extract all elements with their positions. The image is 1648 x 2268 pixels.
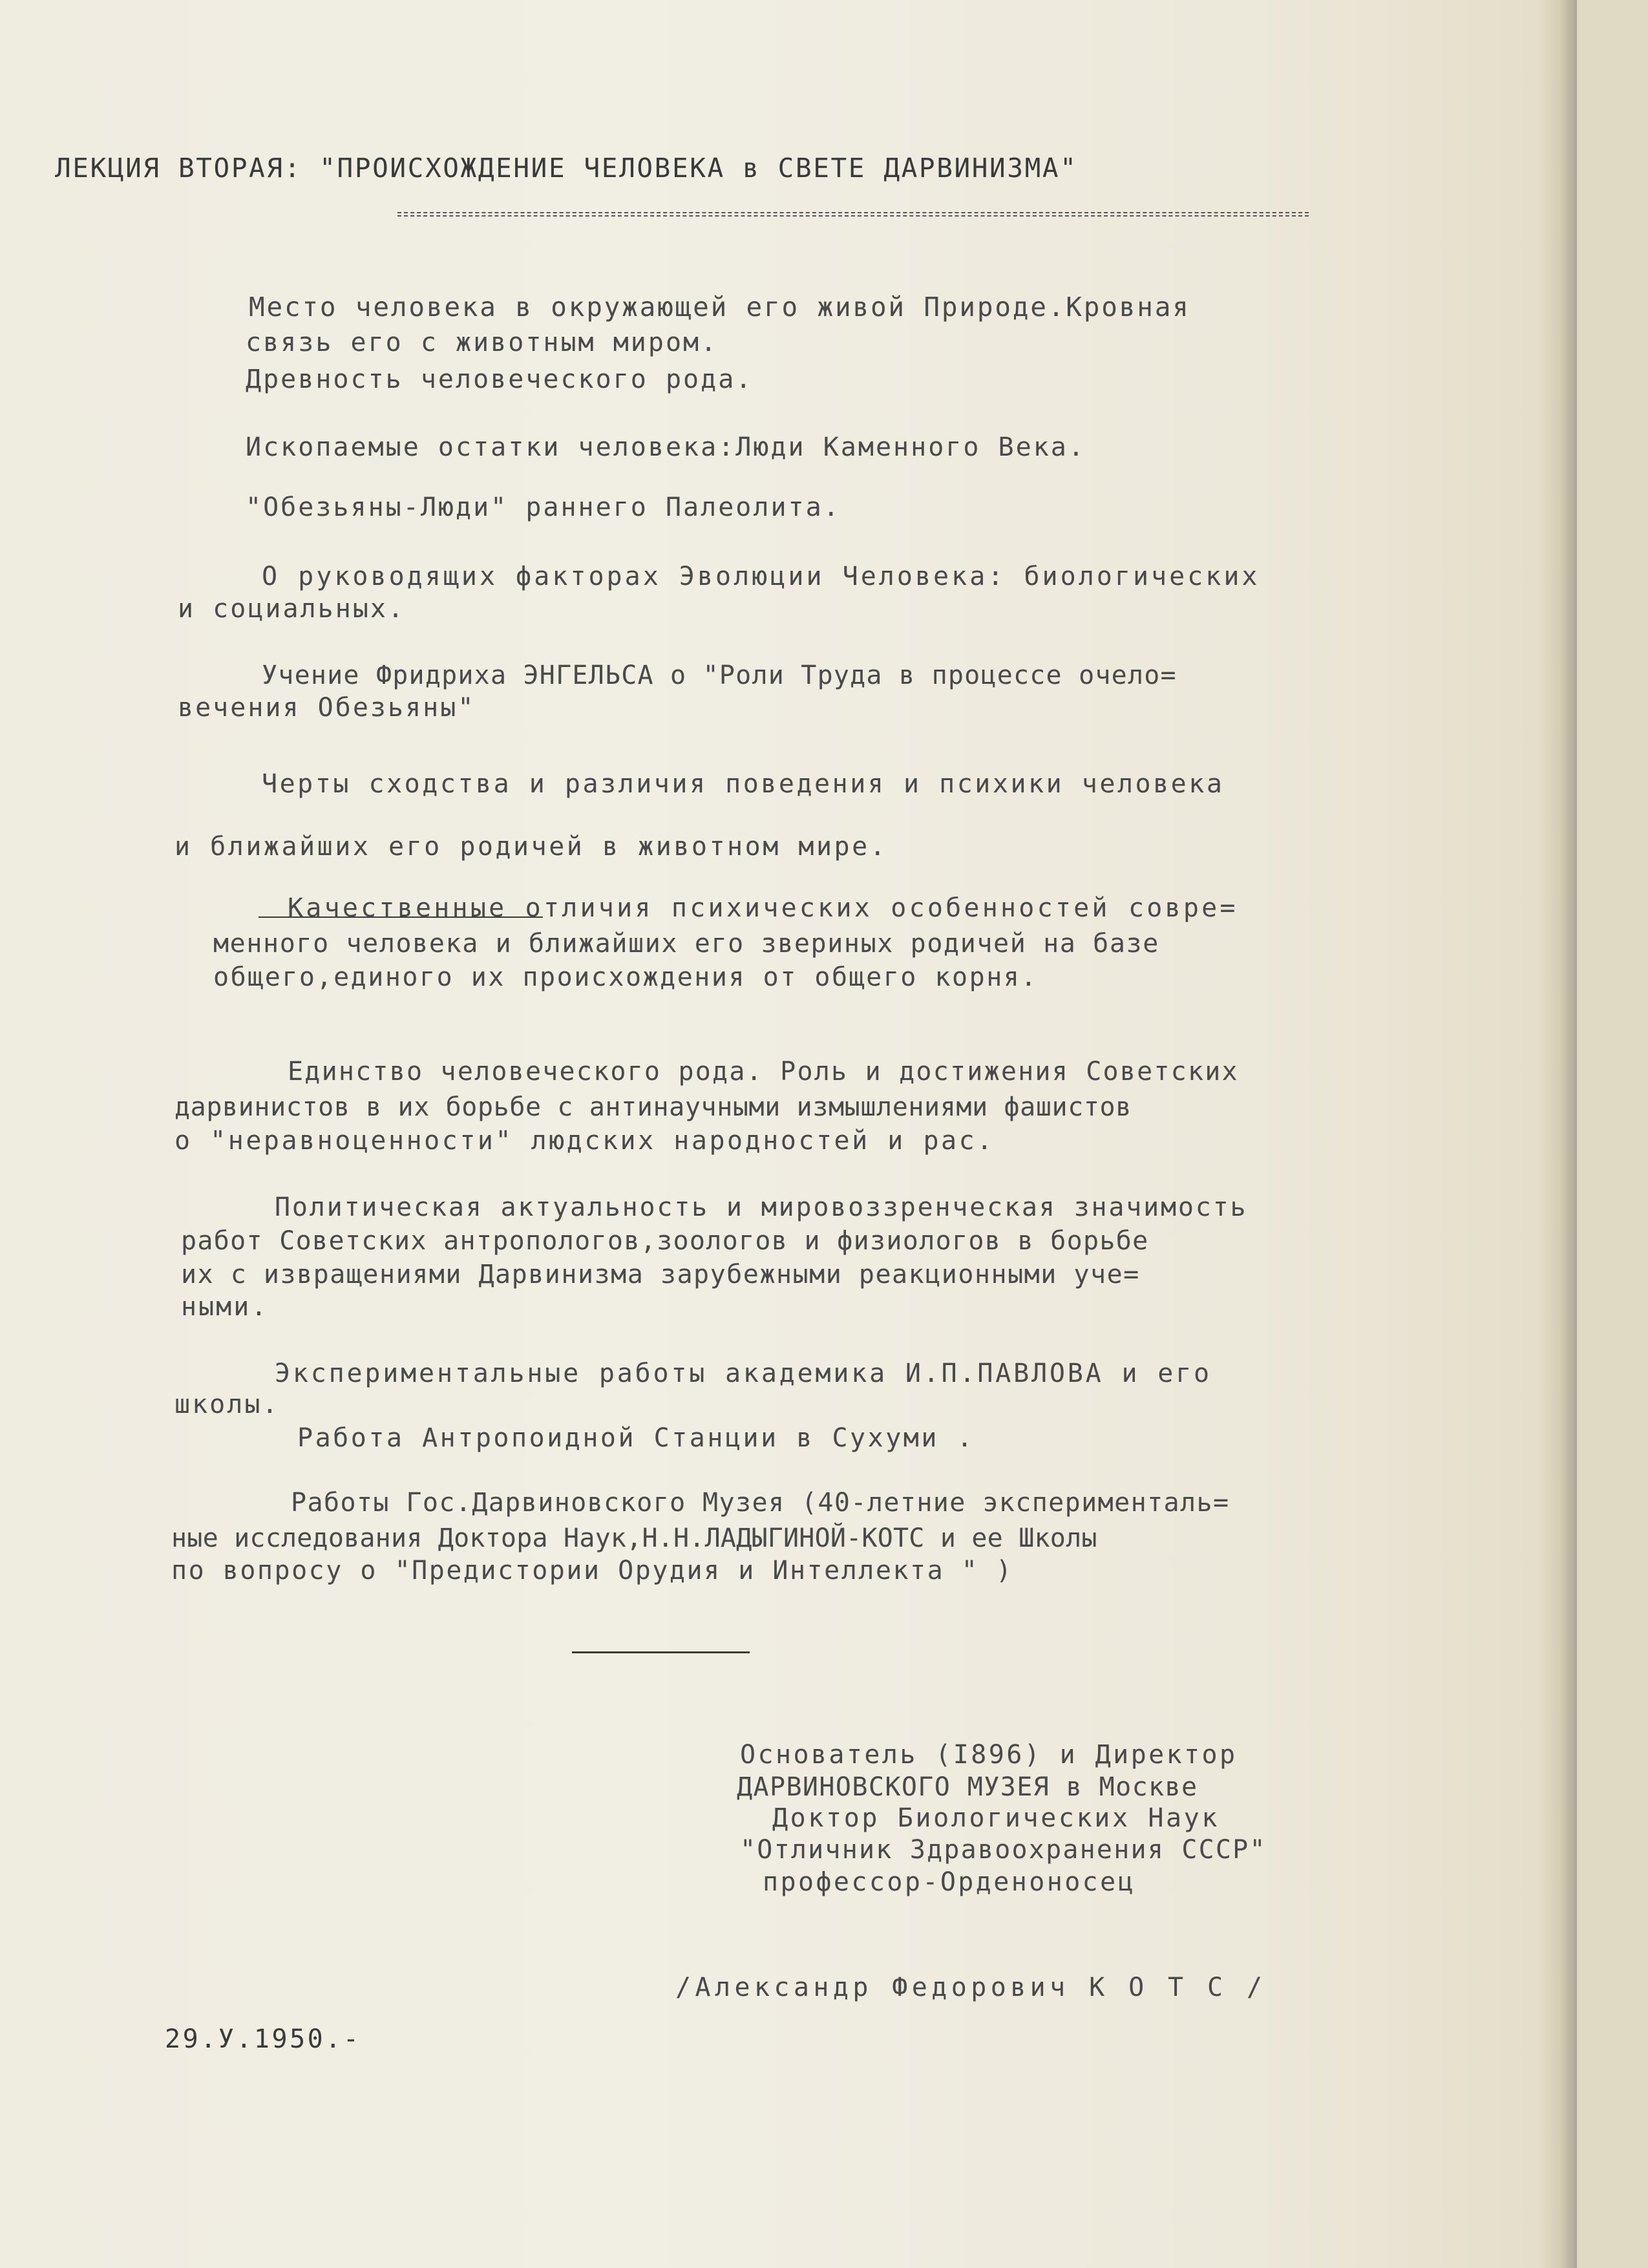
paragraph-1-line-1: Место человека в окружающей его живой Природе.Кровная [249, 291, 1190, 323]
signature-line-1: Основатель (I896) и Директор [740, 1740, 1238, 1770]
paragraph-6: Черты сходства и различия поведения и психики человека [262, 769, 1225, 799]
paragraph-1-line-2: связь его с животным миром. [246, 328, 719, 357]
paragraph-10-line-3: их с извращениями Дарвинизма зарубежными реакционными уче= [181, 1260, 1140, 1289]
paragraph-10-line-1: Политическая актуальность и мировоззренческая значимость [275, 1192, 1248, 1222]
paragraph-9-line-2: дарвинистов в их борьбе с антинаучными измышлениями фашистов [174, 1092, 1132, 1122]
paragraph-13-line-3: по вопросу о "Предистории Орудия и Интеллекта " ) [171, 1556, 1013, 1585]
lecture-title: ЛЕКЦИЯ ВТОРАЯ: "ПРОИСХОЖДЕНИЕ ЧЕЛОВЕКА в СВЕТЕ ДАРВИНИЗМА" [55, 153, 1078, 184]
signature-line-2: ДАРВИНОВСКОГО МУЗЕЯ в Москве [737, 1772, 1198, 1802]
paragraph-10-line-4: ными. [181, 1292, 269, 1322]
paragraph-13-line-1: Работы Гос.Дарвиновского Музея (40-летние эксперименталь= [291, 1488, 1230, 1518]
signature-line-4: "Отличник Здравоохранения СССР" [740, 1835, 1267, 1865]
paragraph-8-line-2: менного человека и ближайших его звериных родичей на базе [213, 929, 1159, 959]
signature-line-5: профессор-Орденоносец [763, 1867, 1136, 1897]
paragraph-5-line-2: вечения Обезьяны" [178, 693, 476, 723]
paragraph-2: Ископаемые остатки человека:Люди Каменного Века. [246, 432, 1086, 462]
paragraph-5-line-1: Учение Фридриха ЭНГЕЛЬСА о "Роли Труда в процессе очело= [262, 661, 1177, 690]
scan-backdrop [1577, 0, 1648, 2268]
paragraph-10-line-2: работ Советских антропологов,зоологов и физиологов в борьбе [181, 1226, 1149, 1256]
paragraph-7: и ближайших его родичей в животном мире. [174, 832, 888, 862]
paragraph-11-line-1: Экспериментальные работы академика И.П.ПАВЛОВА и его [275, 1359, 1212, 1388]
paragraph-11-line-2: школы. [174, 1390, 280, 1419]
paragraph-8-line-1: Качественные отличия психических особенностей совре= [288, 893, 1238, 923]
document-date: 29.У.1950.- [165, 2024, 361, 2054]
paper-edge-shadow [1538, 0, 1577, 2268]
paragraph-13-line-2: ные исследования Доктора Наук,Н.Н.ЛАДЫГИНОЙ-КОТС и ее Школы [171, 1523, 1097, 1553]
signature-line-3: Доктор Биологических Наук [772, 1803, 1220, 1833]
author-name: /Александр Федорович К О Т С / [675, 1973, 1267, 2002]
paragraph-4-line-1: О руководящих факторах Эволюции Человека: биологических [262, 562, 1260, 591]
section-separator-line [572, 1651, 750, 1653]
paragraph-4-line-2: и социальных. [178, 594, 406, 624]
paragraph-1-line-3: Древность человеческого рода. [246, 365, 754, 394]
underline-kachestvennye [259, 917, 543, 918]
paragraph-8-line-3: общего,единого их происхождения от общего корня. [213, 962, 1038, 992]
paragraph-9-line-1: Единство человеческого рода. Роль и достижения Советских [288, 1057, 1239, 1086]
paragraph-12: Работа Антропоидной Станции в Сухуми . [297, 1423, 975, 1453]
title-double-underline [397, 212, 1309, 217]
paragraph-3: "Обезьяны-Люди" раннего Палеолита. [246, 493, 841, 522]
paragraph-9-line-3: о "неравноценности" людских народностей и рас. [174, 1126, 995, 1156]
